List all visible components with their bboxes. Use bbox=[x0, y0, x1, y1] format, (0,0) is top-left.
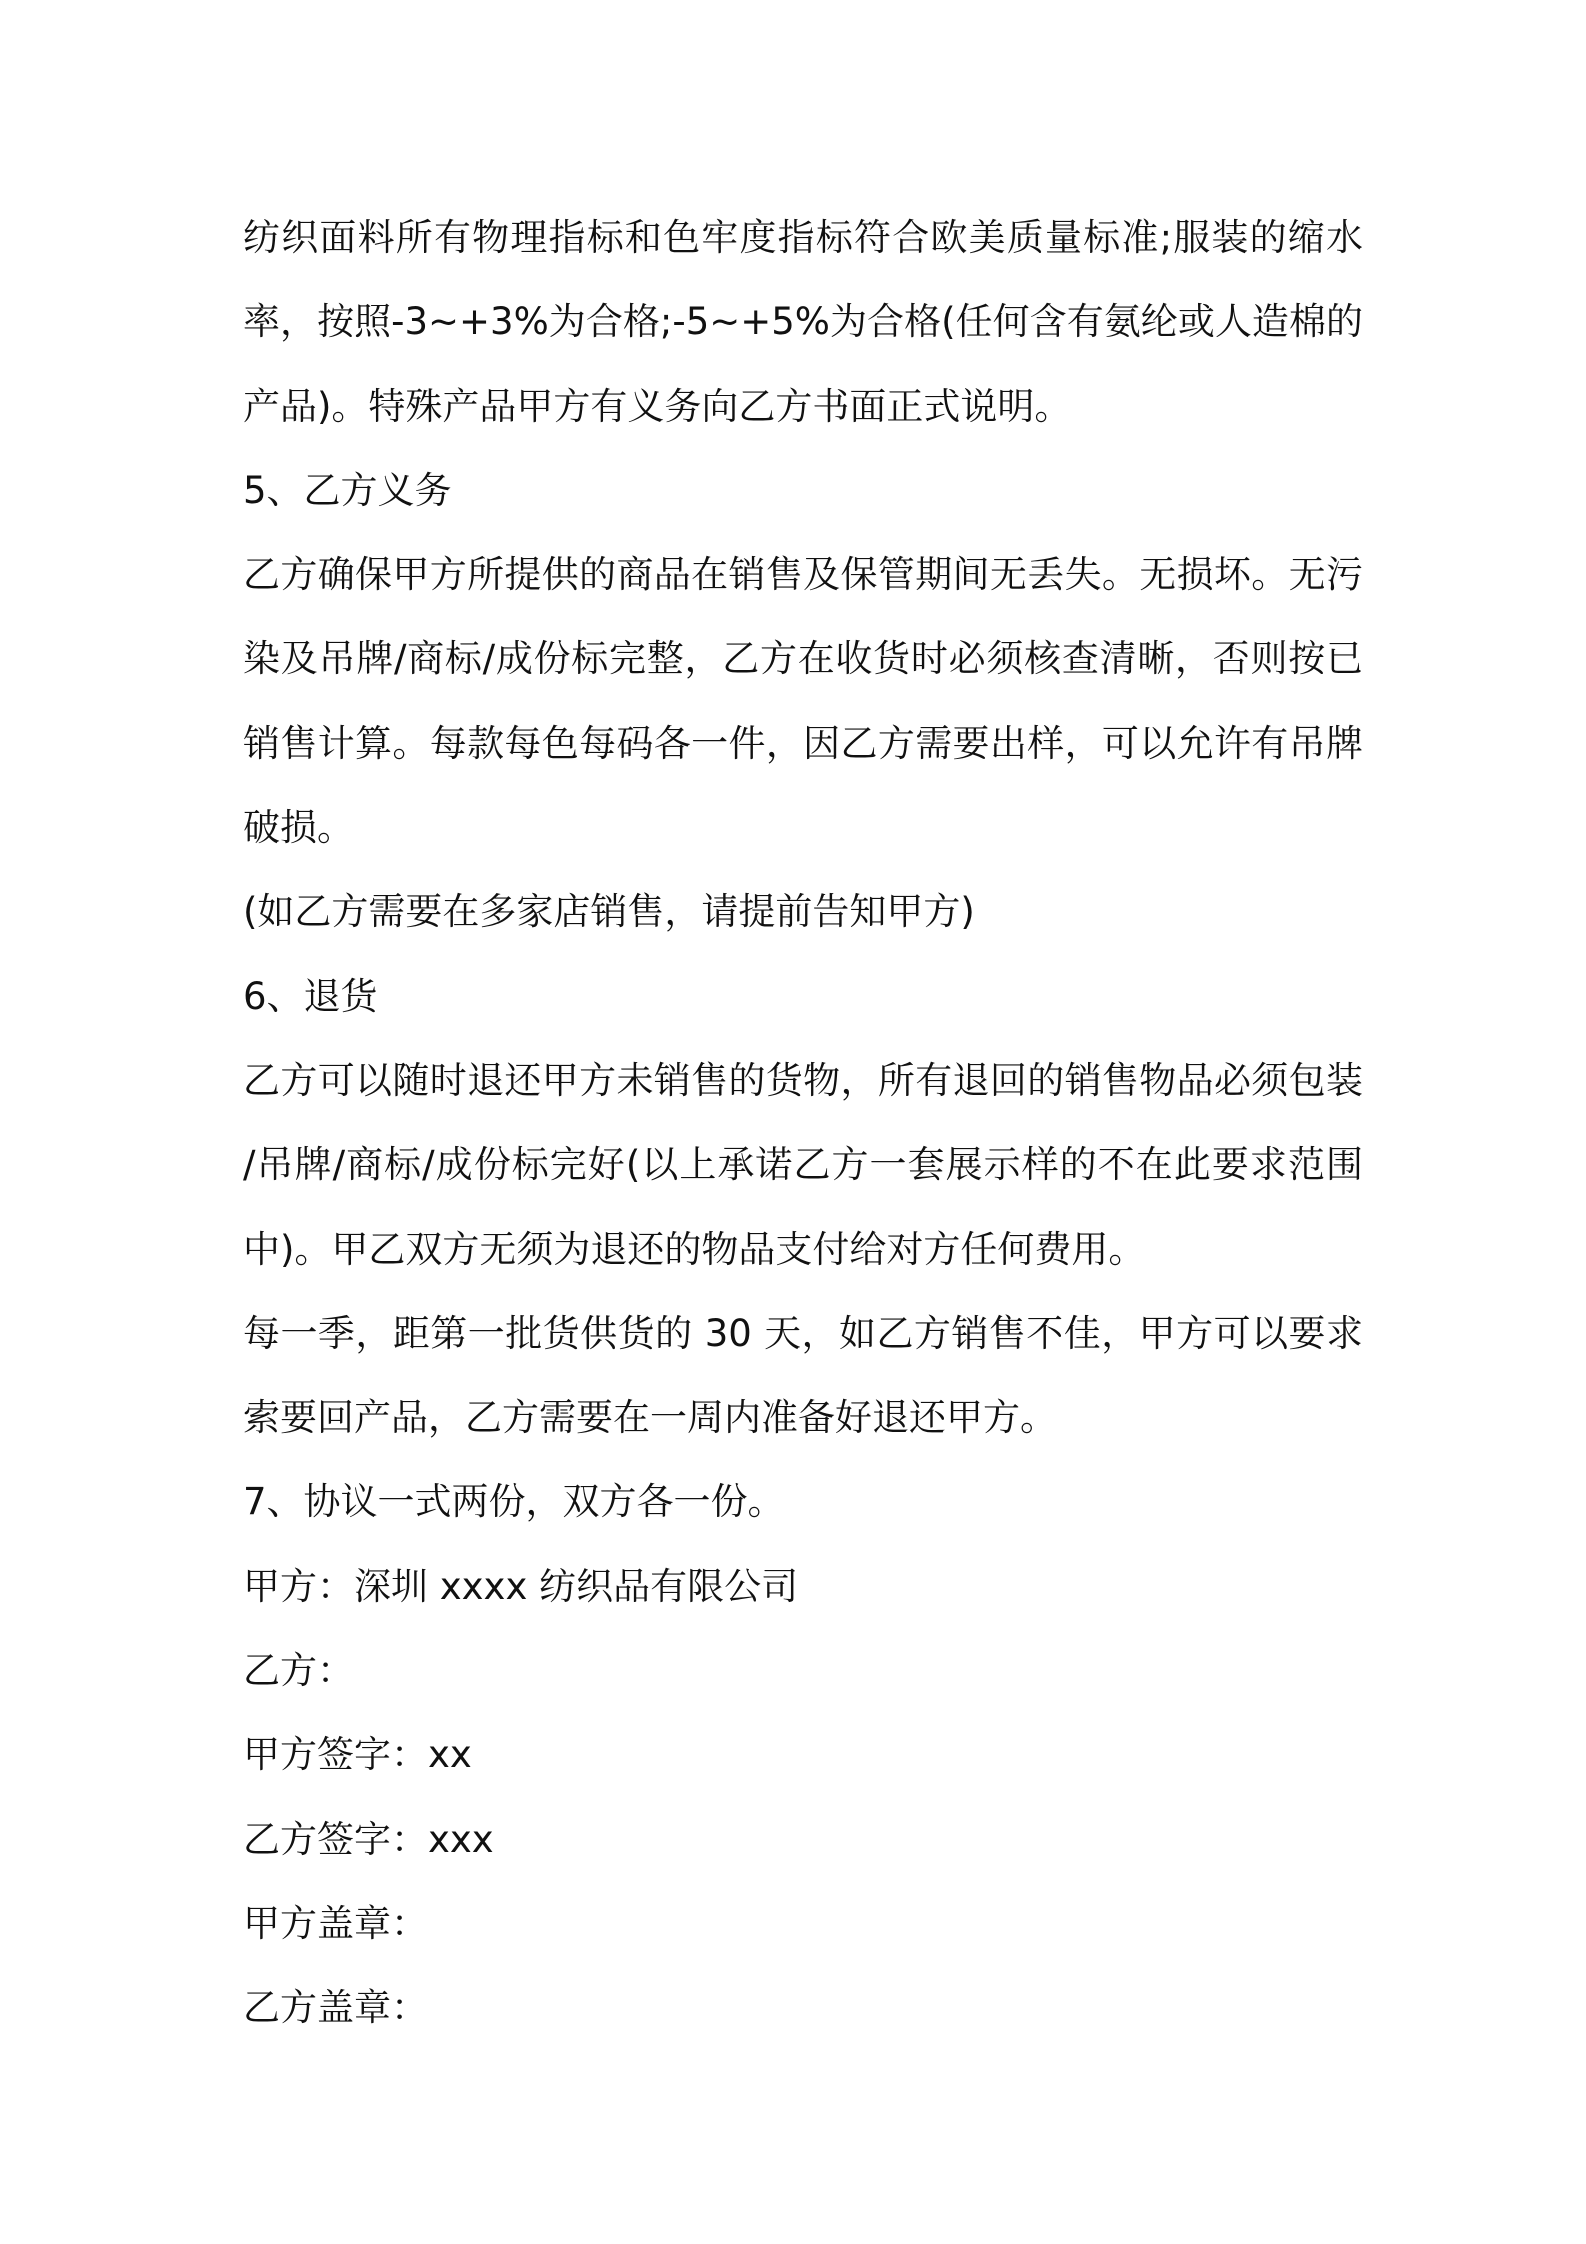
quality-standards-paragraph: 纺织面料所有物理指标和色牢度指标符合欧美质量标准;服装的缩水率，按照-3~+3%为合格;-5~+5%为合格(任何含有氨纶或人造棉的产品)。特殊产品甲方有义务向乙方书面正式说明。 bbox=[243, 216, 1363, 428]
party-b-seal-line: 乙方盖章： bbox=[243, 1986, 428, 2030]
party-b-signature-line: 乙方签字：xxx bbox=[243, 1817, 494, 1861]
document-body bbox=[243, 196, 1363, 2051]
section-5-heading: 5、乙方义务 bbox=[243, 468, 452, 512]
section-6-heading: 6、退货 bbox=[243, 974, 378, 1018]
party-a-seal-line: 甲方盖章： bbox=[243, 1901, 428, 1945]
party-b-obligations-paragraph: 乙方确保甲方所提供的商品在销售及保管期间无丢失。无损坏。无污染及吊牌/商标/成份标完整，乙方在收货时必须核查清晰，否则按已销售计算。每款每色每码各一件，因乙方需要出样，可以允许有吊牌破损。 bbox=[243, 553, 1363, 850]
section-7-copies: 7、协议一式两份，双方各一份。 bbox=[243, 1480, 785, 1524]
party-a-signature-line: 甲方签字：xx bbox=[243, 1733, 472, 1777]
returns-paragraph: 乙方可以随时退还甲方未销售的货物，所有退回的销售物品必须包装/吊牌/商标/成份标完好(以上承诺乙方一套展示样的不在此要求范围中)。甲乙双方无须为退还的物品支付给对方任何费用。 bbox=[243, 1058, 1363, 1271]
seasonal-return-paragraph: 每一季，距第一批货供货的 30 天，如乙方销售不佳，甲方可以要求索要回产品，乙方需要在一周内准备好退还甲方。 bbox=[243, 1311, 1363, 1440]
party-b-line: 乙方： bbox=[243, 1649, 354, 1693]
party-a-line: 甲方：深圳 xxxx 纺织品有限公司 bbox=[243, 1564, 799, 1608]
multi-store-note: (如乙方需要在多家店销售，请提前告知甲方) bbox=[243, 890, 975, 934]
